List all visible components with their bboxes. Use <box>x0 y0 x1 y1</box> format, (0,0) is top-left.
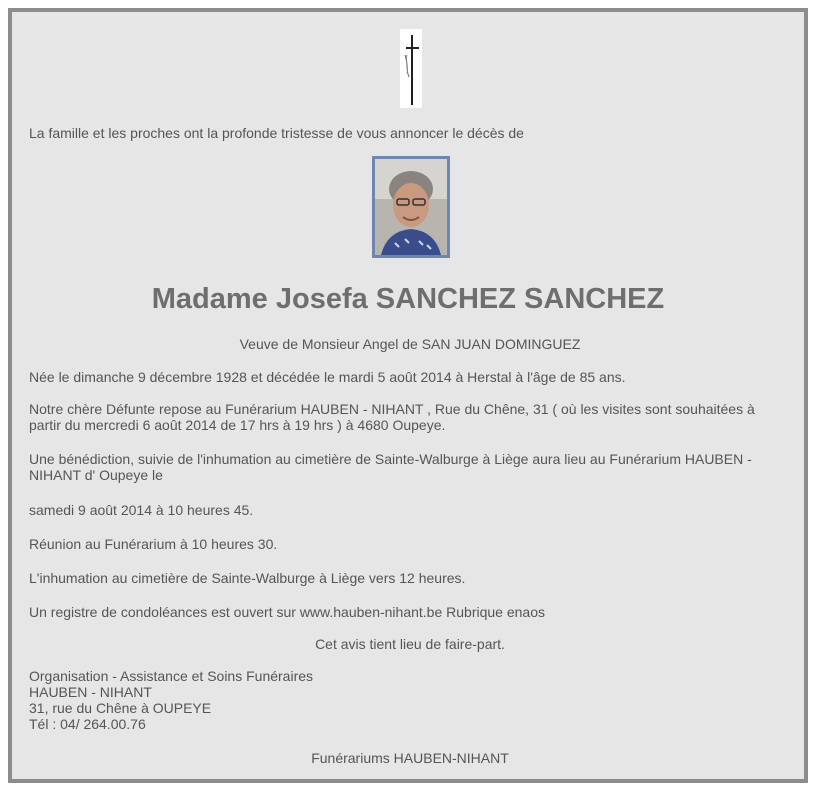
benediction-text: Une bénédiction, suivie de l'inhumation au cimetière de Sainte-Walburge à Liège aura lieu au Funérarium HAUBEN - NIHANT d' Oupeye le <box>29 451 752 483</box>
footer-text: Funérariums HAUBEN-NIHANT <box>311 750 509 766</box>
burial-text: L'inhumation au cimetière de Sainte-Walburge à Liège vers 12 heures. <box>29 570 466 586</box>
birth-death-text: Née le dimanche 9 décembre 1928 et décédée le mardi 5 août 2014 à Herstal à l'âge de 85 ans. <box>29 369 626 385</box>
deceased-name: Madame Josefa SANCHEZ SANCHEZ <box>151 283 665 315</box>
cross-emblem <box>400 29 422 108</box>
org-line-4: Tél : 04/ 264.00.76 <box>29 716 146 732</box>
obituary-card <box>8 8 808 783</box>
org-line-1: Organisation - Assistance et Soins Funéraires <box>29 668 314 684</box>
widow-text: Veuve de Monsieur Angel de SAN JUAN DOMINGUEZ <box>239 336 581 352</box>
notice-text: Cet avis tient lieu de faire-part. <box>315 636 505 652</box>
portrait-photo <box>372 156 450 258</box>
org-line-2: HAUBEN - NIHANT <box>29 684 152 700</box>
reunion-text: Réunion au Funérarium à 10 heures 30. <box>29 536 278 552</box>
registry-text: Un registre de condoléances est ouvert sur www.hauben-nihant.be Rubrique enaos <box>29 604 545 620</box>
repose-text: Notre chère Défunte repose au Funérarium HAUBEN - NIHANT , Rue du Chêne, 31 ( où les visites sont souhaitées à partir du mercredi 6 août 2014 de 17 hrs à 19 hrs ) à 4680 Oupeye. <box>29 401 755 433</box>
cross-icon <box>400 29 422 108</box>
ceremony-date: samedi 9 août 2014 à 10 heures 45. <box>29 502 254 518</box>
organization-block <box>29 668 789 732</box>
intro-text: La famille et les proches ont la profonde tristesse de vous annoncer le décès de <box>29 125 524 141</box>
org-line-3: 31, rue du Chêne à OUPEYE <box>29 700 212 716</box>
